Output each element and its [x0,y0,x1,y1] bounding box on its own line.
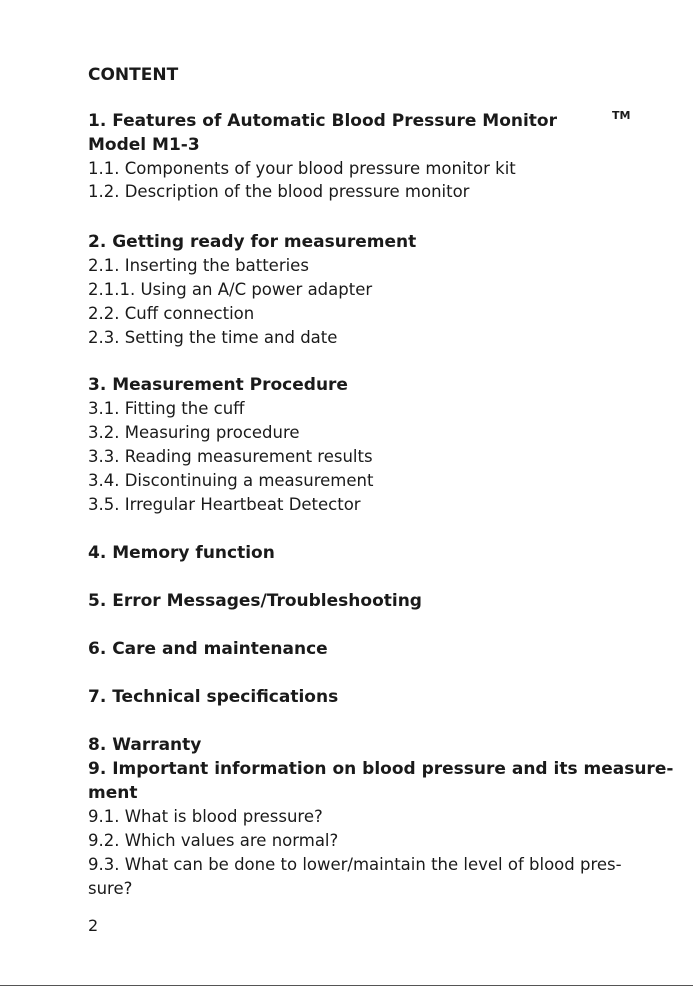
trademark-symbol: TM [612,109,631,122]
toc-item-3-2: 3.2. Measuring procedure [88,423,300,442]
bottom-rule [0,985,693,986]
section-9-heading-continued: ment [88,783,138,803]
toc-item-2-1-1: 2.1.1. Using an A/C power adapter [88,280,373,299]
section-7-heading: 7. Technical specifications [88,687,339,707]
toc-item-9-3-continued: sure? [88,879,133,898]
section-6-heading: 6. Care and maintenance [88,639,328,659]
toc-item-9-3: 9.3. What can be done to lower/maintain the level of blood pres- [88,855,622,874]
section-5-heading: 5. Error Messages/Troubleshooting [88,591,422,611]
section-2-heading: 2. Getting ready for measurement [88,232,417,252]
section-9-heading: 9. Important information on blood pressure and its measure- [88,759,674,779]
toc-item-2-3: 2.3. Setting the time and date [88,328,338,347]
section-4-heading: 4. Memory function [88,543,275,563]
toc-item-3-3: 3.3. Reading measurement results [88,447,373,466]
toc-item-3-5: 3.5. Irregular Heartbeat Detector [88,495,361,514]
toc-item-1-2: 1.2. Description of the blood pressure monitor [88,182,470,201]
section-1-heading: 1. Features of Automatic Blood Pressure Monitor [88,111,557,131]
toc-item-3-4: 3.4. Discontinuing a measurement [88,471,374,490]
toc-item-2-1: 2.1. Inserting the batteries [88,256,309,275]
content-title: CONTENT [88,65,179,85]
toc-item-2-2: 2.2. Cuff connection [88,304,255,323]
section-3-heading: 3. Measurement Procedure [88,375,348,395]
toc-item-3-1: 3.1. Fitting the cuff [88,399,245,418]
page-number: 2 [88,916,99,935]
section-1-heading-continued: Model M1-3 [88,135,200,155]
section-8-heading: 8. Warranty [88,735,202,755]
toc-item-1-1: 1.1. Components of your blood pressure monitor kit [88,159,516,178]
toc-item-9-1: 9.1. What is blood pressure? [88,807,323,826]
toc-item-9-2: 9.2. Which values are normal? [88,831,339,850]
